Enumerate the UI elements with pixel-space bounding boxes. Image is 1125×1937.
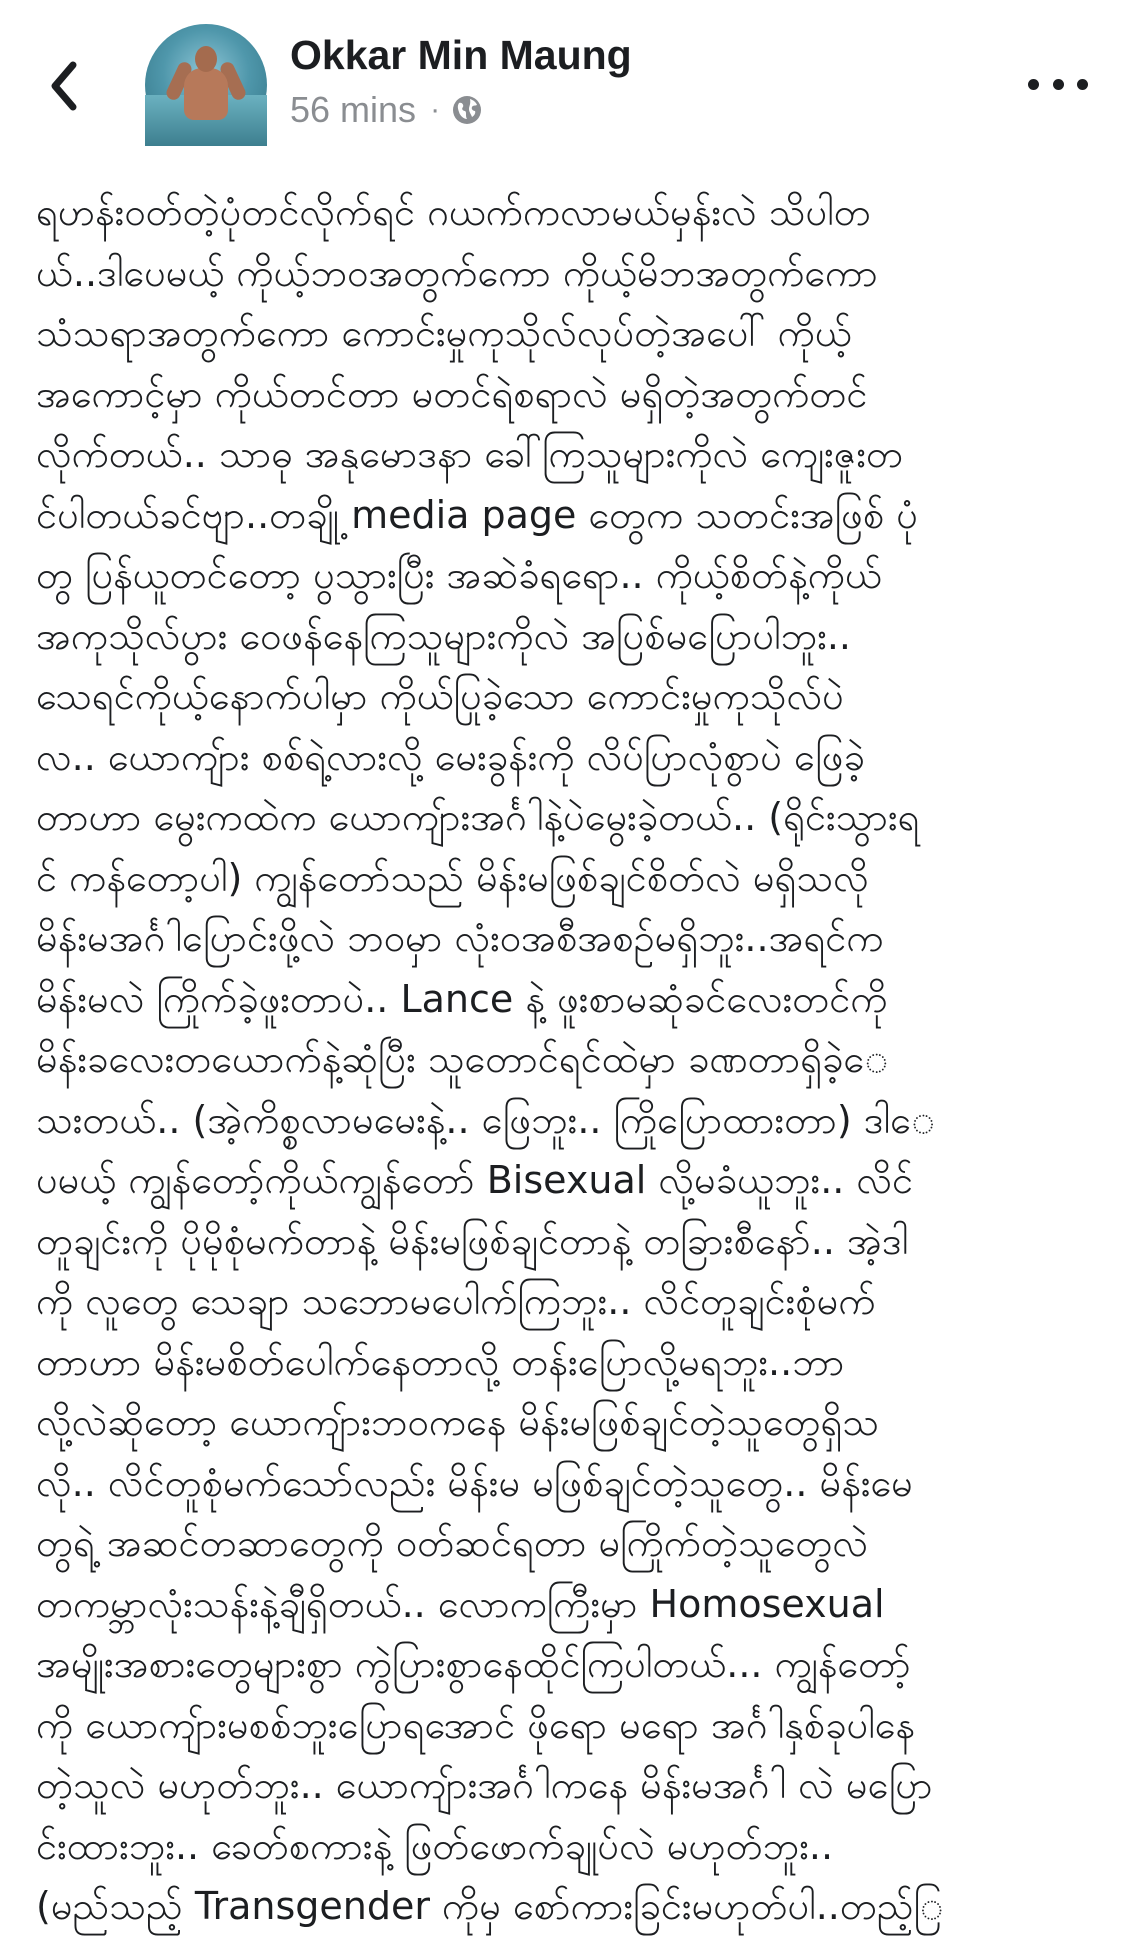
post-text-line: မိန်းမလဲ ကြိုက်ခဲ့ဖူးတာပဲ.. Lance နဲ့ ဖူးစာမဆုံခင်လေးတင်ကို — [36, 976, 888, 1021]
post-meta — [290, 88, 484, 132]
post-text-line: ကို လူတွေ သေချာ သဘောမပေါက်ကြဘူး.. လိင်တူချင်းစုံမက် — [36, 1279, 876, 1323]
post-text-line: အကောင့်မှာ ကိုယ်တင်တာ မတင်ရဲစရာလဲ မရှိတဲ့အတွက်တင် — [36, 371, 868, 416]
post-text-line: ကို ယောကျ်ားမစစ်ဘူးပြောရအောင် ဖိုရော မရော အင်္ဂါနှစ်ခုပါနေ — [36, 1702, 916, 1747]
post-text-line: သံသရာအတွက်ကော ကောင်းမှုကုသိုလ်လုပ်တဲ့အပေါ် ကိုယ့် — [36, 311, 852, 355]
post-text-line: တာဟာ မွေးကထဲက ယောကျ်ားအင်္ဂါနဲ့ပဲမွေးခဲ့တယ်.. (ရိုင်းသွားရ — [36, 795, 920, 839]
post-text-line: (မည်သည့် Transgender ကိုမှ စော်ကားခြင်းမဟုတ်ပါ..တည့်ြ — [36, 1884, 944, 1928]
avatar[interactable] — [145, 24, 267, 146]
post-text-line: အမျိုးအစားတွေများစွာ ကွဲပြားစွာနေထိုင်ကြပါတယ်... ကျွန်တော့် — [36, 1642, 911, 1686]
post-text-line: တဲ့သူလဲ မဟုတ်ဘူး.. ယောကျ်ားအင်္ဂါကနေ မိန်းမအင်္ဂါ လဲ မပြော — [36, 1763, 933, 1807]
post-text-line: င်းထားဘူး.. ခေတ်စကားနဲ့ ဖြတ်ဖောက်ချုပ်လဲ မဟုတ်ဘူး.. — [36, 1823, 834, 1868]
post-text-line: လို့လဲဆိုတော့ ယောကျ်ားဘဝကနေ မိန်းမဖြစ်ချင်တဲ့သူတွေရှိသ — [36, 1400, 880, 1444]
post-text-line: လို.. လိင်တူစုံမက်သော်လည်း မိန်းမ မဖြစ်ချင်တဲ့သူတွေ.. မိန်းမေ — [36, 1460, 913, 1505]
post-text-line: င် ကန်တော့ပါ) ကျွန်တော်သည် မိန်းမဖြစ်ချင်စိတ်လဲ မရှိသလို — [36, 855, 869, 900]
post-text-line: လိုက်တယ်.. သာဓု အနုမောဒနာ ခေါ်ကြသူများကိုလဲ ကျေးဇူးတ — [36, 432, 903, 476]
post-text-line: ယ်..ဒါပေမယ့် ကိုယ့်ဘဝအတွက်ကော ကိုယ့်မိဘအတွက်ကော — [36, 250, 878, 295]
post-text-line: သးတယ်.. (အဲ့ကိစ္စလာမမေးနဲ့.. ဖြေဘူး.. ကြိုပြောထားတာ) ဒါေ — [36, 1097, 936, 1142]
post-text-line: အကုသိုလ်ပွား ဝေဖန်နေကြသူများကိုလဲ အပြစ်မပြောပါဘူး.. — [36, 613, 851, 658]
meta-separator: · — [430, 93, 441, 126]
post-text-line: မိန်းခလေးတယောက်နဲ့ဆုံပြီး သူတောင်ရင်ထဲမှာ ခဏတာရှိခဲ့ေ — [36, 1037, 889, 1081]
post-text-line: တွ ပြန်ယူတင်တော့ ပွသွားပြီး အဆဲခံရရော.. ကိုယ့်စိတ်နဲ့ကိုယ် — [36, 553, 882, 597]
post-text-line: ပမယ့် ကျွန်တော့်ကိုယ်ကျွန်တော် Bisexual လို့မခံယူဘူး.. လိင် — [36, 1158, 914, 1202]
author-name[interactable]: Okkar Min Maung — [290, 32, 632, 78]
post-text-line: တာဟာ မိန်းမစိတ်ပေါက်နေတာလို့ တန်းပြောလို့မရဘူး..ဘာ — [36, 1339, 845, 1384]
chevron-left-icon — [49, 61, 79, 111]
post-text-line: တွရဲ့ အဆင်တဆာတွေကို ဝတ်ဆင်ရတာ မကြိုက်တဲ့သူတွေလဲ — [36, 1521, 868, 1565]
post-header — [0, 0, 1125, 150]
post-timestamp[interactable]: 56 mins — [290, 89, 417, 130]
more-horizontal-icon — [1028, 79, 1039, 90]
post-text-line: သေရင်ကိုယ့်နောက်ပါမှာ ကိုယ်ပြုခဲ့သော ကောင်းမှုကုသိုလ်ပဲ — [36, 674, 844, 718]
post-text-line: တူချင်းကို ပိုမိုစုံမက်တာနဲ့ မိန်းမဖြစ်ချင်တာနဲ့ တခြားစီနော်.. အဲ့ဒါ — [36, 1218, 909, 1263]
globe-icon — [450, 93, 484, 127]
post-text-line: တကမ္ဘာလုံးသန်းနဲ့ချီရှိတယ်.. လောကကြီးမှာ Homosexual — [36, 1581, 885, 1626]
back-button[interactable] — [44, 58, 84, 114]
post-text — [36, 182, 1096, 1928]
more-options-button[interactable] — [1028, 62, 1088, 106]
post-text-line: ရဟန်းဝတ်တဲ့ပုံတင်လိုက်ရင် ဂယက်ကလာမယ်မှန်းလဲ သိပါတ — [36, 190, 871, 234]
post-text-line: မိန်းမအင်္ဂါပြောင်းဖို့လဲ ဘဝမှာ လုံးဝအစီအစဥ်မရှိဘူး..အရင်က — [36, 916, 884, 960]
post-text-line: လ.. ယောကျ်ား စစ်ရဲ့လားလို့ မေးခွန်းကို လိပ်ပြာလုံစွာပဲ ဖြေခဲ့ — [36, 734, 865, 779]
post-text-line: င်ပါတယ်ခင်ဗျာ..တချို့ media page တွေက သတင်းအဖြစ် ပုံ — [36, 492, 918, 537]
